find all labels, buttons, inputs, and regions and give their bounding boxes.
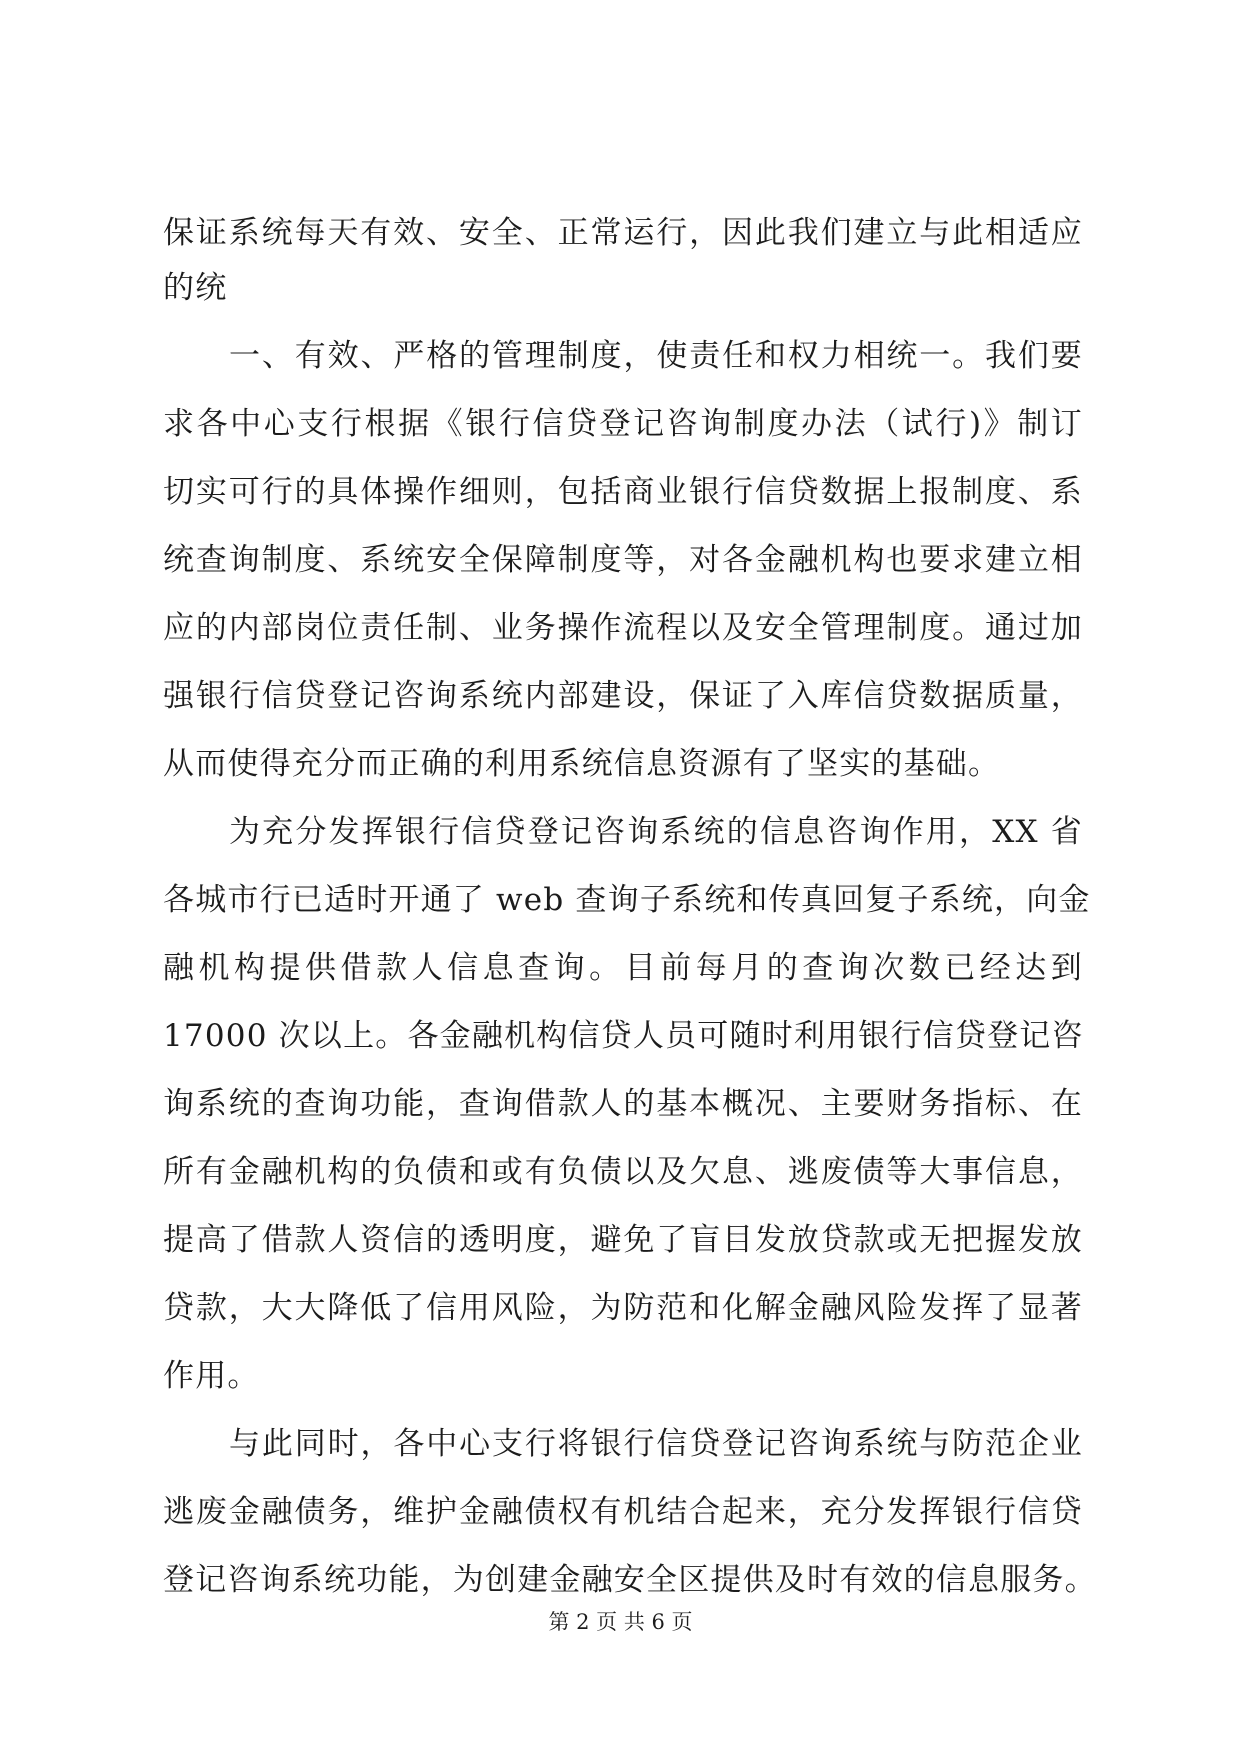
text-line: 提高了借款人资信的透明度，避免了盲目发放贷款或无把握发放 [163, 1222, 1083, 1258]
text-line: 从而使得充分而正确的利用系统信息资源有了坚实的基础。 [163, 746, 1001, 782]
text-line: 所有金融机构的负债和或有负债以及欠息、逃废债等大事信息， [163, 1154, 1083, 1190]
text-line: 17000 次以上。各金融机构信贷人员可随时利用银行信贷登记咨 [163, 1018, 1084, 1054]
text-line: 贷款，大大降低了信用风险，为防范和化解金融风险发挥了显著 [163, 1290, 1083, 1326]
text-line: 切实可行的具体操作细则，包括商业银行信贷数据上报制度、系 [163, 474, 1083, 510]
text-line: 逃废金融债务，维护金融债权有机结合起来，充分发挥银行信贷 [163, 1494, 1083, 1530]
text-line: 的统 [163, 270, 228, 306]
paragraph-first-line: 为充分发挥银行信贷登记咨询系统的信息咨询作用，XX 省 [229, 814, 1083, 850]
text-line: 求各中心支行根据《银行信贷登记咨询制度办法（试行)》制订 [163, 406, 1083, 442]
text-line: 强银行信贷登记咨询系统内部建设，保证了入库信贷数据质量， [163, 678, 1083, 714]
text-line: 融机构提供借款人信息查询。目前每月的查询次数已经达到 [163, 950, 1083, 986]
text-line: 登记咨询系统功能，为创建金融安全区提供及时有效的信息服务。 [163, 1562, 1097, 1598]
text-line: 询系统的查询功能，查询借款人的基本概况、主要财务指标、在 [163, 1086, 1083, 1122]
text-line: 统查询制度、系统安全保障制度等，对各金融机构也要求建立相 [163, 542, 1083, 578]
text-line: 应的内部岗位责任制、业务操作流程以及安全管理制度。通过加 [163, 610, 1083, 646]
text-line: 作用。 [163, 1358, 260, 1394]
text-line: 保证系统每天有效、安全、正常运行，因此我们建立与此相适应 [163, 215, 1083, 251]
paragraph-first-line: 一、有效、严格的管理制度，使责任和权力相统一。我们要 [229, 338, 1083, 374]
paragraph-first-line: 与此同时，各中心支行将银行信贷登记咨询系统与防范企业 [229, 1426, 1083, 1462]
text-line: 各城市行已适时开通了 web 查询子系统和传真回复子系统，向金 [163, 882, 1091, 918]
page-number-footer: 第 2 页 共 6 页 [548, 1610, 693, 1634]
